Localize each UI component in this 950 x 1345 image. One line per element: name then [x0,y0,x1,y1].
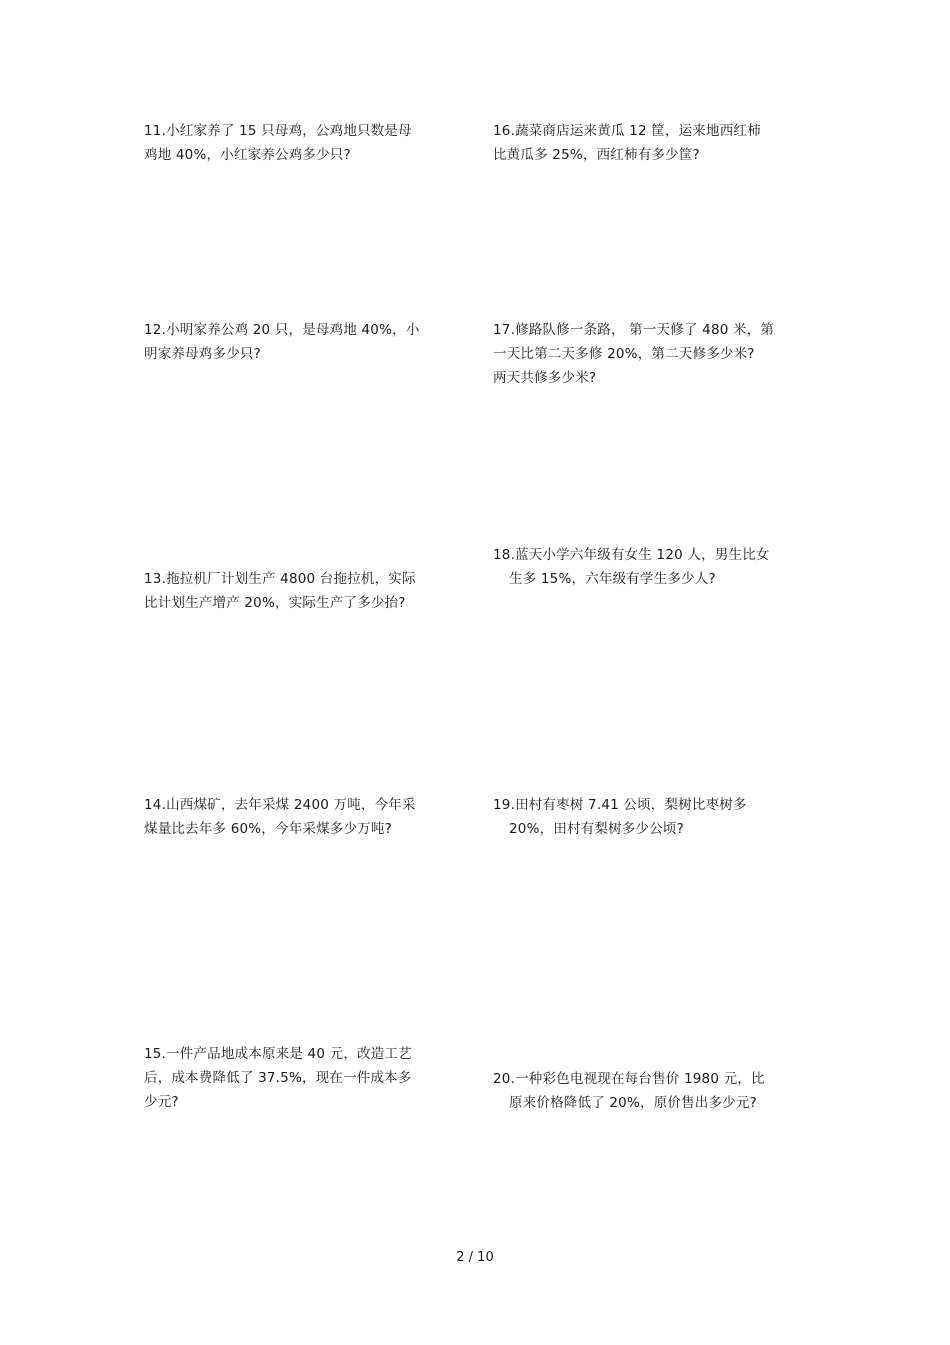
problem-line: 20%，田村有梨树多少公顷? [509,821,684,837]
problem-line: 20.一种彩色电视现在每台售价 1980 元，比 [493,1071,765,1087]
problem-11 [144,119,464,167]
problem-20 [493,1067,823,1115]
problem-line: 鸡地 40%，小红家养公鸡多少只? [144,147,351,163]
problem-line: 原来价格降低了 20%，原价售出多少元? [509,1095,757,1111]
problem-12 [144,318,464,366]
problem-16 [493,119,823,167]
problem-15 [144,1042,464,1114]
page-number: 2 / 10 [456,1250,494,1265]
problem-18 [493,543,823,591]
problem-19 [493,793,823,841]
problem-line: 11.小红家养了 15 只母鸡，公鸡地只数是母 [144,123,412,139]
problem-line: 18.蓝天小学六年级有女生 120 人，男生比女 [493,547,770,563]
problem-line: 17.修路队修一条路， 第一天修了 480 米，第 [493,322,775,338]
problem-line: 比黄瓜多 25%，西红柿有多少筐? [493,147,700,163]
problem-line: 16.蔬菜商店运来黄瓜 12 筐，运来地西红柿 [493,123,761,139]
problem-line: 比计划生产增产 20%，实际生产了多少抬? [144,595,406,611]
problem-line: 生多 15%，六年级有学生多少人? [509,571,716,587]
problem-line: 15.一件产品地成本原来是 40 元，改造工艺 [144,1046,412,1062]
problem-line: 一天比第二天多修 20%，第二天修多少米? [493,346,755,362]
problem-line: 后，成本费降低了 37.5%，现在一件成本多 [144,1070,412,1086]
problem-line: 煤量比去年多 60%，今年采煤多少万吨? [144,821,392,837]
problem-line: 14.山西煤矿，去年采煤 2400 万吨，今年采 [144,797,416,813]
problem-line: 19.田村有枣树 7.41 公顷，梨树比枣树多 [493,797,747,813]
problem-line: 13.拖拉机厂计划生产 4800 台拖拉机，实际 [144,571,416,587]
problem-14 [144,793,464,841]
problem-line: 两天共修多少米? [493,370,597,386]
problem-13 [144,567,464,615]
problem-line: 少元? [144,1094,179,1110]
problem-line: 12.小明家养公鸡 20 只，是母鸡地 40%，小 [144,322,420,338]
problem-line: 明家养母鸡多少只? [144,346,261,362]
problem-17 [493,318,823,390]
